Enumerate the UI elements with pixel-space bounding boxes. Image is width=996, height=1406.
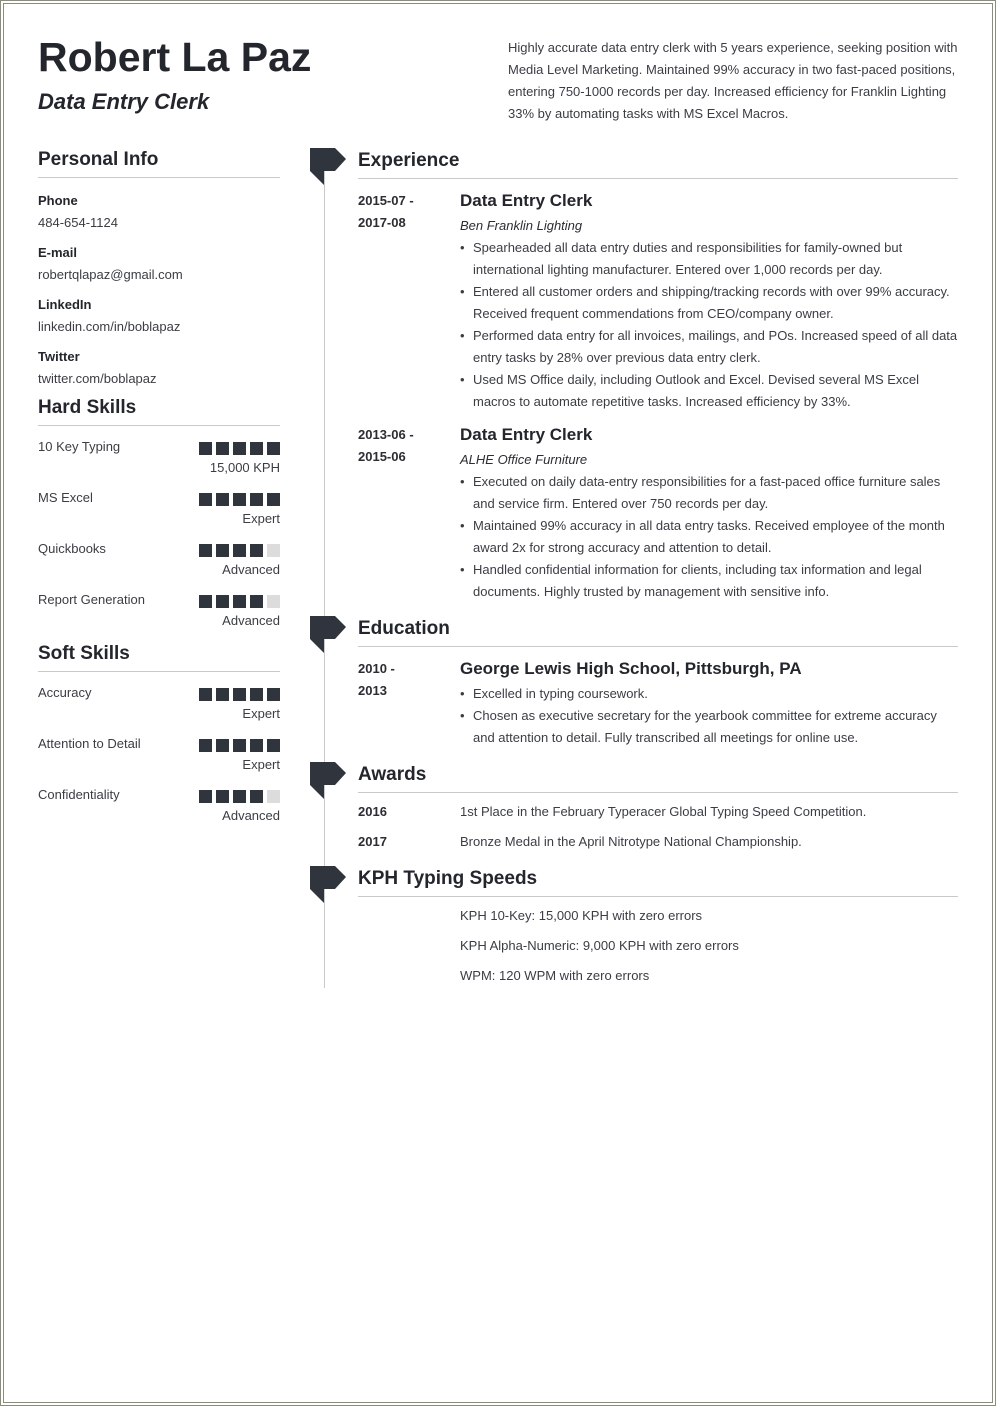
info-label: E-mail	[38, 245, 78, 260]
skill-rating	[199, 442, 280, 455]
typing-heading: KPH Typing Speeds	[358, 866, 958, 897]
skill-name: Confidentiality	[38, 787, 120, 802]
rating-square-empty	[267, 790, 280, 803]
job-title: Data Entry Clerk	[460, 425, 593, 444]
rating-square-filled	[216, 688, 229, 701]
rating-square-filled	[233, 544, 246, 557]
job-company: ALHE Office Furniture	[460, 452, 588, 467]
job-date-start: 2015-07 -	[358, 193, 414, 208]
info-value: 484-654-1124	[38, 215, 118, 230]
candidate-title: Data Entry Clerk	[38, 89, 210, 114]
list-item: • Maintained 99% accuracy in all data entry tasks. Received employee of the month award 2x for strong accuracy and attention to detail.	[460, 515, 960, 559]
typing-item: KPH Alpha-Numeric: 9,000 KPH with zero errors	[460, 938, 739, 953]
rating-square-filled	[233, 790, 246, 803]
rating-square-filled	[233, 595, 246, 608]
rating-square-filled	[250, 442, 263, 455]
rating-square-filled	[250, 544, 263, 557]
info-label: Phone	[38, 193, 78, 208]
job-title: Data Entry Clerk	[460, 191, 593, 210]
typing-item: WPM: 120 WPM with zero errors	[460, 968, 650, 983]
soft-skills-heading: Soft Skills	[38, 642, 280, 672]
rating-square-filled	[233, 442, 246, 455]
rating-square-filled	[199, 595, 212, 608]
info-value: robertqlapaz@gmail.com	[38, 267, 183, 282]
skill-rating	[199, 595, 280, 608]
info-twitter	[38, 346, 280, 390]
rating-square-filled	[199, 493, 212, 506]
info-phone	[38, 190, 280, 234]
award-year: 2016	[358, 804, 387, 819]
left-column	[38, 148, 280, 837]
skill-rating	[199, 739, 280, 752]
rating-square-filled	[250, 493, 263, 506]
skill-level: Advanced	[222, 613, 280, 628]
job-bullets	[460, 471, 960, 603]
rating-square-filled	[216, 790, 229, 803]
rating-square-filled	[233, 688, 246, 701]
school-name: George Lewis High School, Pittsburgh, PA	[460, 659, 802, 678]
rating-square-filled	[233, 493, 246, 506]
profile-summary: Highly accurate data entry clerk with 5 years experience, seeking position with Media Level Marketing. Maintained 99% accuracy in two fast-paced positions, entering 750-1000 records per day. Increased efficiency for Franklin Lighting 33% by automating tasks with MS Excel Macros.	[508, 40, 958, 121]
skill-rating	[199, 493, 280, 506]
rating-square-filled	[216, 544, 229, 557]
award-text: Bronze Medal in the April Nitrotype National Championship.	[460, 834, 802, 849]
skill-level: Expert	[242, 706, 280, 721]
soft-skills-list	[38, 684, 280, 837]
edu-date-start: 2010 -	[358, 661, 395, 676]
personal-info-list	[38, 190, 280, 390]
skill-name: Attention to Detail	[38, 736, 141, 751]
skill-name: MS Excel	[38, 490, 93, 505]
info-linkedin	[38, 294, 280, 338]
skill-level: Expert	[242, 511, 280, 526]
rating-square-filled	[267, 493, 280, 506]
rating-square-filled	[216, 493, 229, 506]
rating-square-empty	[267, 544, 280, 557]
rating-square-filled	[250, 688, 263, 701]
rating-square-empty	[267, 595, 280, 608]
education-flag-icon	[310, 616, 346, 654]
skill-level: Advanced	[222, 808, 280, 823]
job-date-end: 2015-06	[358, 449, 406, 464]
rating-square-filled	[250, 790, 263, 803]
rating-square-filled	[233, 739, 246, 752]
rating-square-filled	[250, 739, 263, 752]
list-item: • Chosen as executive secretary for the yearbook committee for extreme accuracy and attention to detail. Fully transcribed all meetings for online use.	[460, 705, 960, 749]
rating-square-filled	[199, 688, 212, 701]
list-item: • Spearheaded all data entry duties and responsibilities for family-owned but international lighting manufacturer. Entered over 1,000 records per day.	[460, 237, 960, 281]
info-value: linkedin.com/in/boblapaz	[38, 319, 181, 334]
skill-item	[38, 591, 280, 642]
skill-item	[38, 786, 280, 837]
job-date-start: 2013-06 -	[358, 427, 414, 442]
hard-skills-list	[38, 438, 280, 642]
info-email	[38, 242, 280, 286]
info-label: LinkedIn	[38, 297, 92, 312]
list-item: • Entered all customer orders and shipping/tracking records with over 99% accuracy. Received frequent commendations from CEO/company owner.	[460, 281, 960, 325]
rating-square-filled	[199, 442, 212, 455]
skill-level: Advanced	[222, 562, 280, 577]
skill-item	[38, 540, 280, 591]
typing-flag-icon	[310, 866, 346, 904]
awards-heading: Awards	[358, 762, 958, 793]
typing-item: KPH 10-Key: 15,000 KPH with zero errors	[460, 908, 703, 923]
skill-rating	[199, 688, 280, 701]
rating-square-filled	[216, 442, 229, 455]
job-bullets	[460, 237, 960, 413]
rating-square-filled	[267, 688, 280, 701]
hard-skills-heading: Hard Skills	[38, 396, 280, 426]
personal-info-heading: Personal Info	[38, 148, 280, 178]
info-value: twitter.com/boblapaz	[38, 371, 157, 386]
edu-date-end: 2013	[358, 683, 387, 698]
list-item: • Used MS Office daily, including Outlook and Excel. Devised several MS Excel macros to automate repetitive tasks. Increased efficiency by 33%.	[460, 369, 960, 413]
rating-square-filled	[267, 442, 280, 455]
rating-square-filled	[199, 544, 212, 557]
rating-square-filled	[250, 595, 263, 608]
candidate-name: Robert La Paz	[38, 34, 312, 80]
awards-flag-icon	[310, 762, 346, 800]
education-heading: Education	[358, 616, 958, 647]
award-year: 2017	[358, 834, 387, 849]
rating-square-filled	[199, 739, 212, 752]
skill-rating	[199, 790, 280, 803]
skill-item	[38, 684, 280, 735]
skill-item	[38, 438, 280, 489]
list-item: • Excelled in typing coursework.	[460, 683, 960, 705]
experience-flag-icon	[310, 148, 346, 186]
list-item: • Performed data entry for all invoices, mailings, and POs. Increased speed of all data entry tasks by 28% over previous data entry clerk.	[460, 325, 960, 369]
skill-level: Expert	[242, 757, 280, 772]
info-label: Twitter	[38, 349, 80, 364]
job-date-end: 2017-08	[358, 215, 406, 230]
rating-square-filled	[216, 739, 229, 752]
award-text: 1st Place in the February Typeracer Global Typing Speed Competition.	[460, 804, 867, 819]
skill-name: 10 Key Typing	[38, 439, 121, 454]
skill-rating	[199, 544, 280, 557]
list-item: • Handled confidential information for clients, including tax information and legal documents. Highly trusted by management with sensitive info.	[460, 559, 960, 603]
skill-name: Report Generation	[38, 592, 145, 607]
experience-heading: Experience	[358, 148, 958, 179]
skill-item	[38, 735, 280, 786]
timeline-line	[324, 168, 325, 988]
skill-level: 15,000 KPH	[209, 460, 280, 475]
skill-item	[38, 489, 280, 540]
job-company: Ben Franklin Lighting	[460, 218, 583, 233]
rating-square-filled	[267, 739, 280, 752]
skill-name: Quickbooks	[38, 541, 106, 556]
rating-square-filled	[199, 790, 212, 803]
skill-name: Accuracy	[38, 685, 92, 700]
list-item: • Executed on daily data-entry responsibilities for a fast-paced office furniture sales and service firm. Entered over 750 records per day.	[460, 471, 960, 515]
edu-bullets	[460, 683, 960, 749]
rating-square-filled	[216, 595, 229, 608]
